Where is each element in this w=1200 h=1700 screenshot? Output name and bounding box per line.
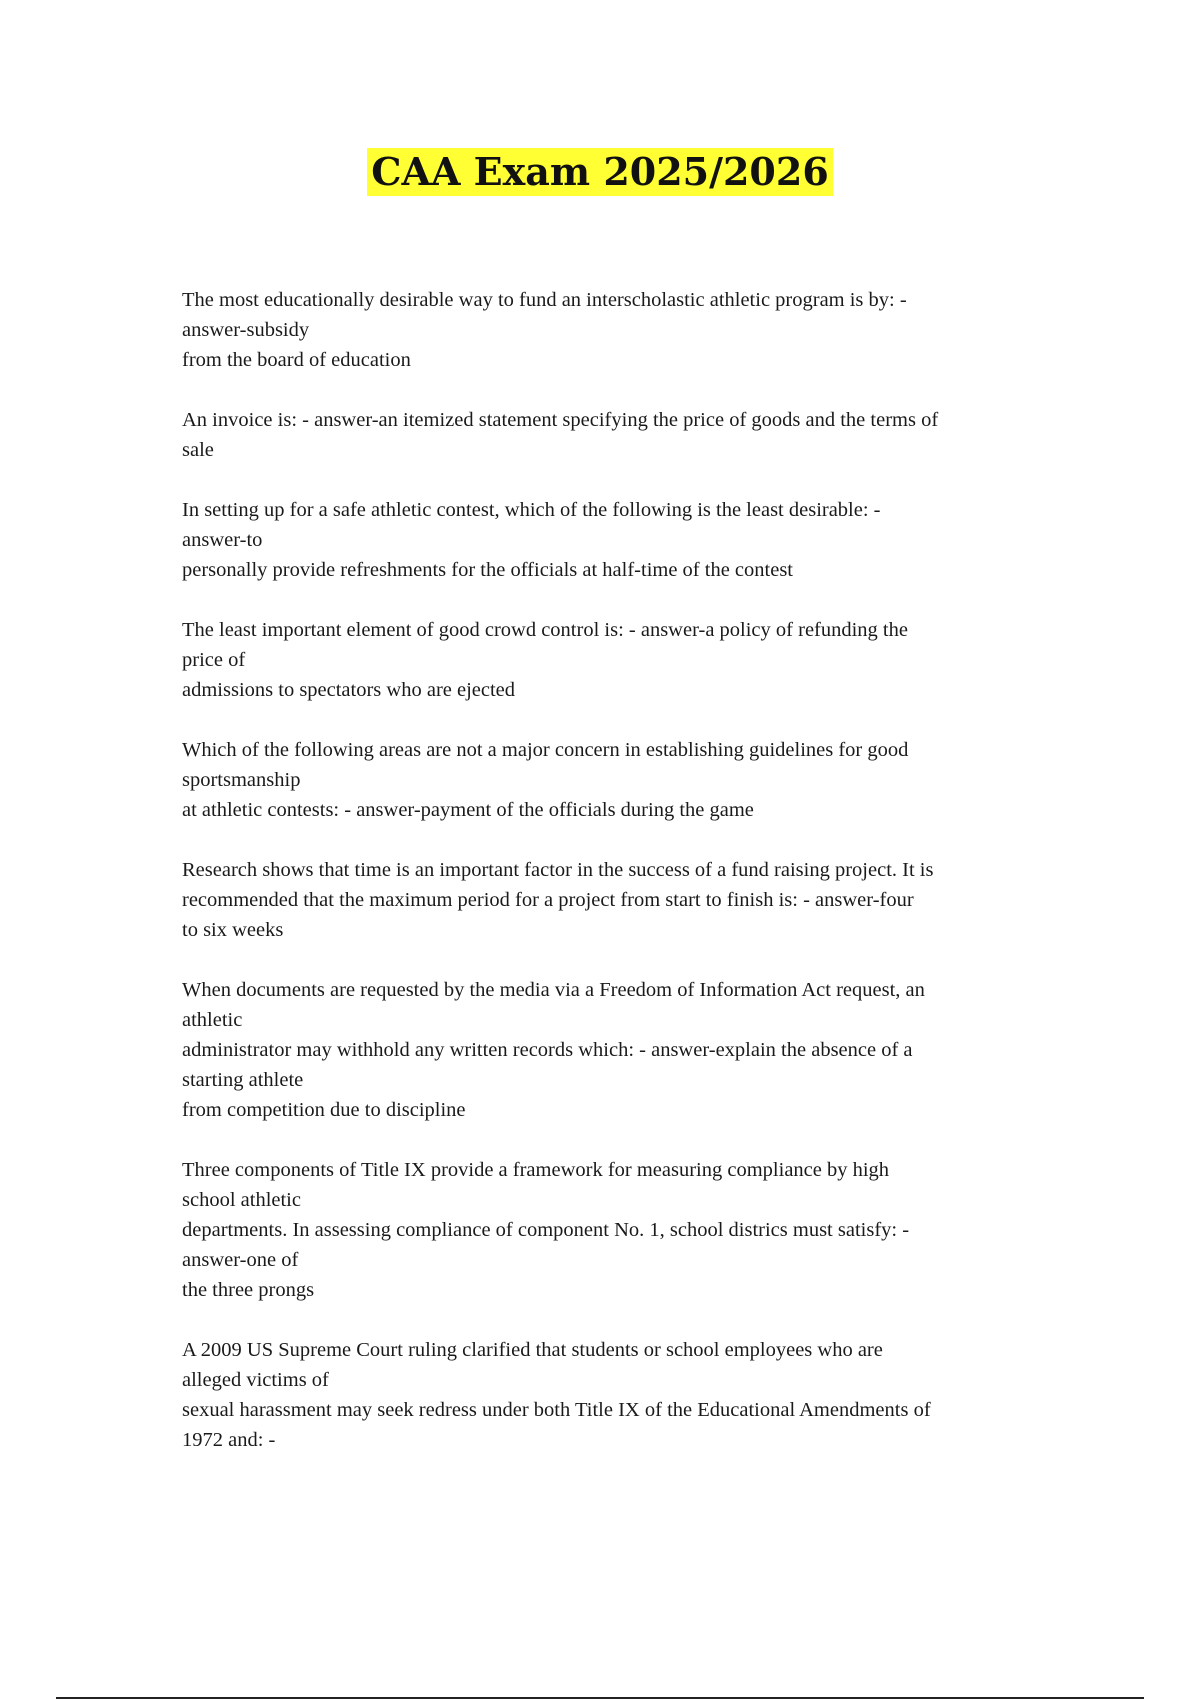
question-text-line: alleged victims of [182, 1369, 329, 1391]
question-text-line: A 2009 US Supreme Court ruling clarified that students or school employees who are [182, 1339, 883, 1361]
question-text-line: sportsmanship [182, 769, 301, 791]
question-text-line: admissions to spectators who are ejected [182, 679, 516, 701]
question-block [182, 495, 1062, 585]
question-text-line: When documents are requested by the media via a Freedom of Information Act request, an [182, 979, 925, 1001]
question-text-line: departments. In assessing compliance of component No. 1, school districs must satisfy: - [182, 1219, 910, 1241]
question-text-line: school athletic [182, 1189, 301, 1211]
question-text-line: Three components of Title IX provide a framework for measuring compliance by high [182, 1159, 890, 1181]
question-text-line: the three prongs [182, 1279, 315, 1301]
question-block [182, 1335, 1062, 1455]
question-text-line: In setting up for a safe athletic contest, which of the following is the least desirable: - [182, 499, 881, 521]
question-text-line: recommended that the maximum period for a project from start to finish is: - answer-four [182, 889, 914, 911]
document-title: CAA Exam 2025/2026 [367, 148, 833, 196]
question-text-line: Which of the following areas are not a major concern in establishing guidelines for good [182, 739, 909, 761]
question-text-line: from the board of education [182, 349, 411, 371]
question-block [182, 975, 1062, 1125]
question-text-line: answer-subsidy [182, 319, 310, 341]
question-block [182, 735, 1062, 825]
question-text-line: personally provide refreshments for the officials at half-time of the contest [182, 559, 793, 581]
question-text-line: sale [182, 439, 214, 461]
question-text-line: The most educationally desirable way to fund an interscholastic athletic program is by: - [182, 289, 907, 311]
question-list [182, 285, 1062, 1485]
question-text-line: sexual harassment may seek redress under both Title IX of the Educational Amendments of [182, 1399, 931, 1421]
question-text-line: answer-to [182, 529, 263, 551]
question-block [182, 855, 1062, 945]
question-block [182, 405, 1062, 465]
question-block [182, 615, 1062, 705]
question-text-line: administrator may withhold any written records which: - answer-explain the absence of a [182, 1039, 913, 1061]
question-text-line: starting athlete [182, 1069, 304, 1091]
footer-divider [56, 1697, 1144, 1699]
question-block [182, 1155, 1062, 1305]
question-text-line: The least important element of good crowd control is: - answer-a policy of refunding the [182, 619, 908, 641]
question-text-line: An invoice is: - answer-an itemized statement specifying the price of goods and the terms of [182, 409, 939, 431]
question-text-line: answer-one of [182, 1249, 299, 1271]
question-text-line: 1972 and: - [182, 1429, 276, 1451]
question-text-line: to six weeks [182, 919, 284, 941]
question-text-line: Research shows that time is an important factor in the success of a fund raising project. It is [182, 859, 934, 881]
question-text-line: athletic [182, 1009, 243, 1031]
question-block [182, 285, 1062, 375]
title-container [0, 148, 1200, 196]
question-text-line: price of [182, 649, 246, 671]
question-text-line: from competition due to discipline [182, 1099, 466, 1121]
question-text-line: at athletic contests: - answer-payment of the officials during the game [182, 799, 754, 821]
